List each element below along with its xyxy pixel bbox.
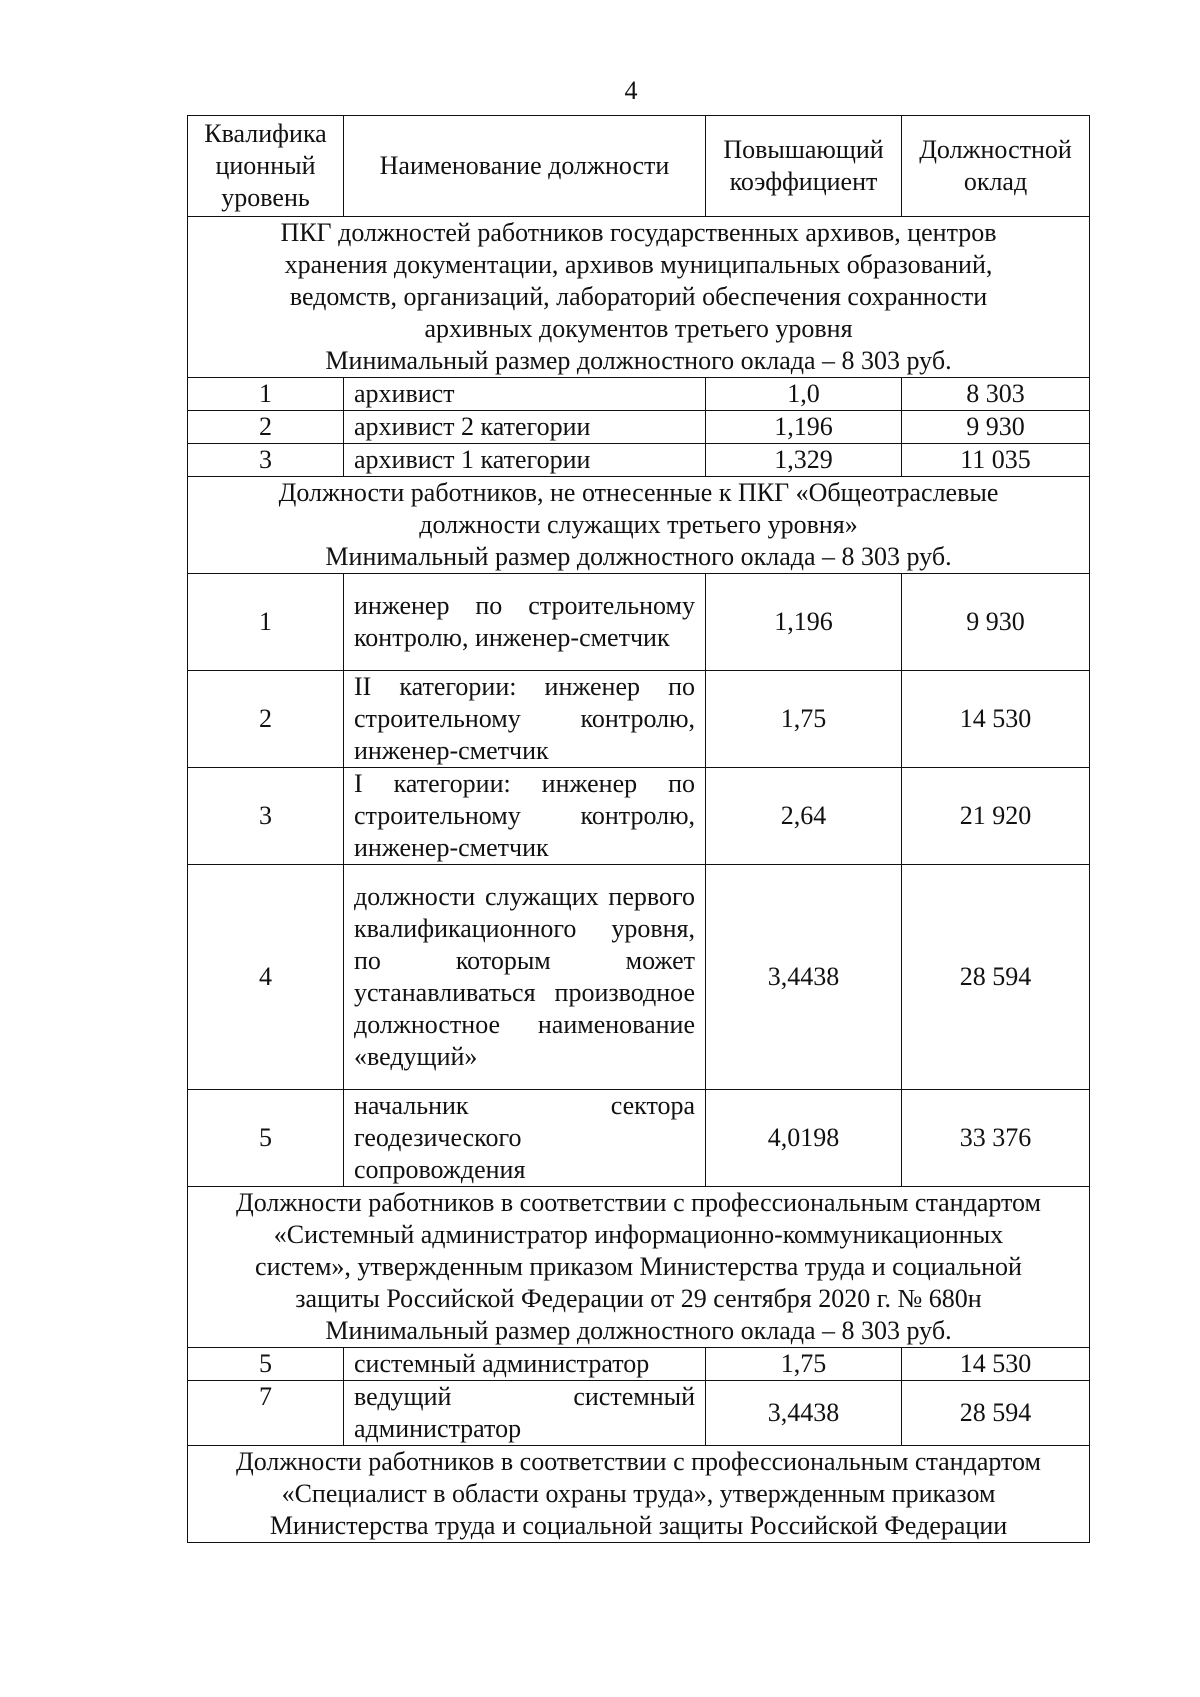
header-level: Квалифика ционный уровень	[188, 116, 344, 217]
header-position: Наименование должности	[344, 116, 706, 217]
cell-position: начальник сектора геодезического сопровождения	[344, 1090, 706, 1187]
cell-coefficient: 1,75	[706, 671, 902, 768]
section-heading-line: «Системный администратор информационно-коммуникационных	[273, 1220, 1004, 1249]
section-heading-line: «Специалист в области охраны труда», утвержденным приказом	[281, 1479, 996, 1508]
section-heading-row	[188, 477, 1090, 574]
cell-level: 2	[188, 411, 344, 444]
section-heading-line: Должности работников, не отнесенные к ПКГ «Общеотраслевые	[278, 478, 999, 507]
page-number: 4	[624, 76, 638, 105]
table-row	[188, 671, 1090, 768]
cell-level: 5	[188, 1348, 344, 1381]
cell-position: I категории: инженер по строительному контролю, инженер-сметчик	[344, 768, 706, 865]
cell-coefficient: 1,329	[706, 444, 902, 477]
section-heading-line: ПКГ должностей работников государственных архивов, центров	[280, 218, 997, 247]
cell-level: 1	[188, 574, 344, 671]
cell-salary: 8 303	[902, 378, 1090, 411]
cell-coefficient: 1,196	[706, 411, 902, 444]
table-row	[188, 1348, 1090, 1381]
section-heading-line: Должности работников в соответствии с профессиональным стандартом	[235, 1188, 1041, 1217]
cell-position: системный администратор	[344, 1348, 706, 1381]
section-heading	[188, 1187, 1090, 1348]
section-heading-line: Должности работников в соответствии с профессиональным стандартом	[235, 1447, 1041, 1476]
table-row	[188, 411, 1090, 444]
cell-salary: 28 594	[902, 865, 1090, 1090]
header-coefficient: Повышающий коэффициент	[706, 116, 902, 217]
cell-salary: 9 930	[902, 411, 1090, 444]
cell-position: должности служащих первого квалификационного уровня, по которым может устанавливаться производное должностное наименование «ведущий»	[344, 865, 706, 1090]
section-heading-line: должности служащих третьего уровня»	[419, 510, 858, 539]
cell-salary: 33 376	[902, 1090, 1090, 1187]
section-heading-line: защиты Российской Федерации от 29 сентября 2020 г. № 680н	[295, 1284, 982, 1313]
section-heading-line: хранения документации, архивов муниципальных образований,	[284, 250, 993, 279]
cell-coefficient: 2,64	[706, 768, 902, 865]
cell-position: инженер по строительному контролю, инженер-сметчик	[344, 574, 706, 671]
cell-coefficient: 1,196	[706, 574, 902, 671]
cell-position: II категории: инженер по строительному контролю, инженер-сметчик	[344, 671, 706, 768]
cell-level: 1	[188, 378, 344, 411]
cell-position: архивист	[344, 378, 706, 411]
cell-salary: 28 594	[902, 1381, 1090, 1446]
table-row	[188, 1381, 1090, 1446]
section-heading-row	[188, 1446, 1090, 1543]
cell-level: 7	[188, 1381, 344, 1446]
cell-position: архивист 2 категории	[344, 411, 706, 444]
section-heading-row	[188, 217, 1090, 378]
table-row	[188, 378, 1090, 411]
cell-level: 3	[188, 768, 344, 865]
section-heading-line: Минимальный размер должностного оклада – 8 303 руб.	[325, 542, 952, 571]
cell-coefficient: 1,0	[706, 378, 902, 411]
section-heading	[188, 1446, 1090, 1543]
cell-level: 5	[188, 1090, 344, 1187]
cell-coefficient: 3,4438	[706, 865, 902, 1090]
table-row	[188, 768, 1090, 865]
table-row	[188, 574, 1090, 671]
cell-salary: 14 530	[902, 671, 1090, 768]
section-heading-line: Минимальный размер должностного оклада – 8 303 руб.	[325, 1316, 952, 1345]
section-heading-line: ведомств, организаций, лабораторий обеспечения сохранности	[289, 282, 988, 311]
cell-salary: 21 920	[902, 768, 1090, 865]
salary-table	[187, 115, 1090, 1543]
cell-coefficient: 3,4438	[706, 1381, 902, 1446]
cell-level: 3	[188, 444, 344, 477]
cell-position: архивист 1 категории	[344, 444, 706, 477]
cell-coefficient: 1,75	[706, 1348, 902, 1381]
table-row	[188, 444, 1090, 477]
cell-salary: 14 530	[902, 1348, 1090, 1381]
section-heading-line: Министерства труда и социальной защиты Российской Федерации	[269, 1511, 1008, 1540]
table-row	[188, 865, 1090, 1090]
table-header-row	[188, 116, 1090, 217]
section-heading-row	[188, 1187, 1090, 1348]
table-row	[188, 1090, 1090, 1187]
section-heading	[188, 477, 1090, 574]
cell-coefficient: 4,0198	[706, 1090, 902, 1187]
cell-level: 4	[188, 865, 344, 1090]
section-heading-line: архивных документов третьего уровня	[424, 314, 853, 343]
cell-salary: 11 035	[902, 444, 1090, 477]
section-heading-line: Минимальный размер должностного оклада – 8 303 руб.	[325, 346, 952, 375]
section-heading	[188, 217, 1090, 378]
cell-salary: 9 930	[902, 574, 1090, 671]
header-salary: Должностной оклад	[902, 116, 1090, 217]
cell-level: 2	[188, 671, 344, 768]
cell-position: ведущий системный администратор	[344, 1381, 706, 1446]
section-heading-line: систем», утвержденным приказом Министерства труда и социальной	[255, 1252, 1022, 1281]
